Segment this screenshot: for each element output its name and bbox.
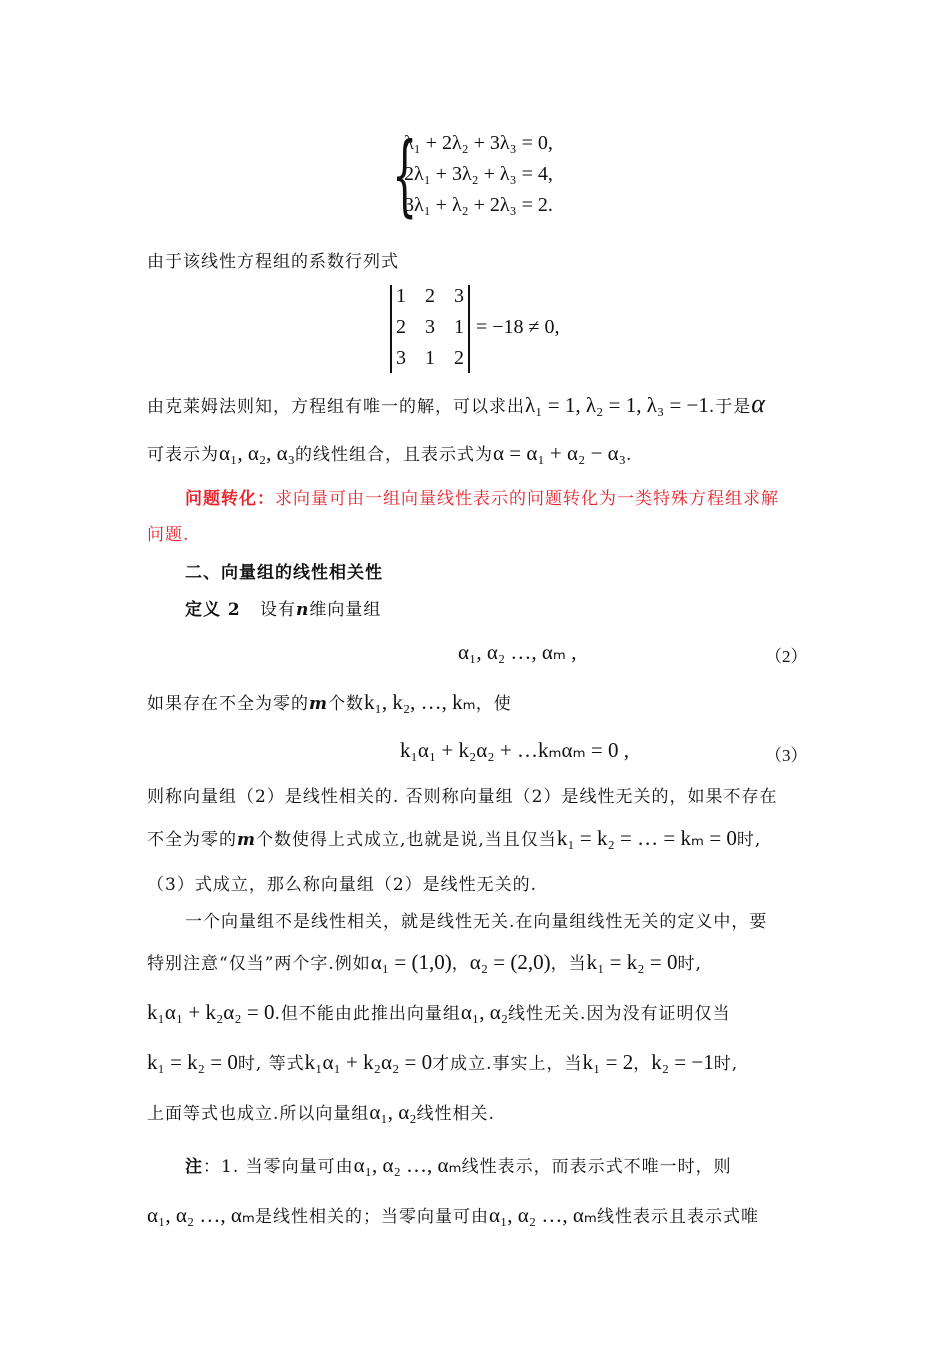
equation-number-2: （2） [765, 647, 808, 666]
left-brace: { [392, 123, 418, 226]
paragraph-either: 一个向量组不是线性相关，就是线性无关.在向量组线性无关的定义中，要 [185, 912, 768, 932]
representation-formula: α = α₁ + α₂ − α₃ [492, 441, 626, 465]
problem-transform-line1: 问题转化：求向量可由一组向量线性表示的问题转化为一类特殊方程组求解 [185, 489, 779, 509]
system-row-2: 2λ₁ + 3λ₂ + λ₃ = 4, [404, 163, 553, 185]
det-cell: 3 [396, 347, 406, 369]
note-1-continued: α₁, α₂ …, αₘ是线性相关的；当零向量可由α₁, α₂ …, αₘ线性表示且表示式唯 [147, 1203, 759, 1227]
paragraph-cannot-infer: k₁α₁ + k₂α₂ = 0.但不能由此推出向量组α₁, α₂线性无关.因为没有证明仅当 [147, 1000, 731, 1024]
equation-system [392, 123, 592, 226]
problem-transform-label: 问题转化： [185, 489, 275, 509]
lambda-solution: λ₁ = 1, λ₂ = 1, λ₃ = −1 [525, 393, 709, 417]
det-cell: 2 [425, 285, 435, 307]
det-cell: 3 [425, 316, 435, 338]
det-cell: 2 [396, 316, 406, 338]
problem-transform-line2: 问题. [147, 525, 190, 545]
paragraph-det-intro: 由于该线性方程组的系数行列式 [147, 252, 399, 272]
alpha-symbol: α [751, 389, 765, 418]
section-title: 二、向量组的线性相关性 [185, 563, 383, 583]
paragraph-iff: 不全为零的m个数使得上式成立,也就是说,当且仅当k₁ = k₂ = … = kₘ = 0时, [147, 826, 762, 850]
paragraph-example: 特别注意“仅当”两个字.例如α₁ = (1,0)，α₂ = (2,0)，当k₁ = k₂ = 0时, [147, 950, 702, 974]
det-cell: 2 [454, 347, 464, 369]
paragraph-dependent: 则称向量组（2）是线性相关的. 否则称向量组（2）是线性无关的，如果不存在 [147, 787, 778, 807]
paragraph-combination: 可表示为α₁, α₂, α₃的线性组合，且表示式为α = α₁ + α₂ − α₃. [147, 441, 633, 465]
det-cell: 1 [425, 347, 435, 369]
paragraph-exists: 如果存在不全为零的m个数k₁, k₂, …, kₘ，使 [147, 690, 512, 714]
paragraph-conclusion: 上面等式也成立.所以向量组α₁, α₂线性相关. [147, 1100, 495, 1124]
equation-3: k₁α₁ + k₂α₂ + …kₘαₘ = 0 , [400, 738, 629, 762]
det-cell: 1 [454, 316, 464, 338]
system-row-1: λ₁ + 2λ₂ + 3λ₃ = 0, [404, 132, 553, 154]
system-row-3: 3λ₁ + λ₂ + 2λ₃ = 2. [404, 194, 553, 216]
equation-2: α₁, α₂ …, αₘ , [458, 640, 577, 664]
definition-label: 定义 2 [185, 600, 241, 620]
det-right-bar [468, 285, 470, 373]
det-left-bar [390, 285, 392, 373]
paragraph-independent: （3）式成立，那么称向量组（2）是线性无关的. [147, 875, 538, 895]
det-cell: 1 [396, 285, 406, 307]
note-label: 注 [185, 1157, 203, 1177]
determinant [388, 285, 638, 377]
det-cell: 3 [454, 285, 464, 307]
equation-number-3: （3） [765, 746, 808, 765]
definition-2: 定义 2 设有n维向量组 [185, 600, 382, 620]
note-1: 注：1. 当零向量可由α₁, α₂ …, αₘ线性表示，而表示式不唯一时，则 [185, 1153, 732, 1177]
paragraph-counterexample: k₁ = k₂ = 0时, 等式k₁α₁ + k₂α₂ = 0才成立.事实上，当k₁ = 2，k₂ = −1时, [147, 1050, 739, 1074]
det-result: = −18 ≠ 0, [476, 316, 560, 338]
paragraph-cramer: 由克莱姆法则知，方程组有唯一的解，可以求出λ₁ = 1, λ₂ = 1, λ₃ = −1.于是α [147, 389, 765, 418]
